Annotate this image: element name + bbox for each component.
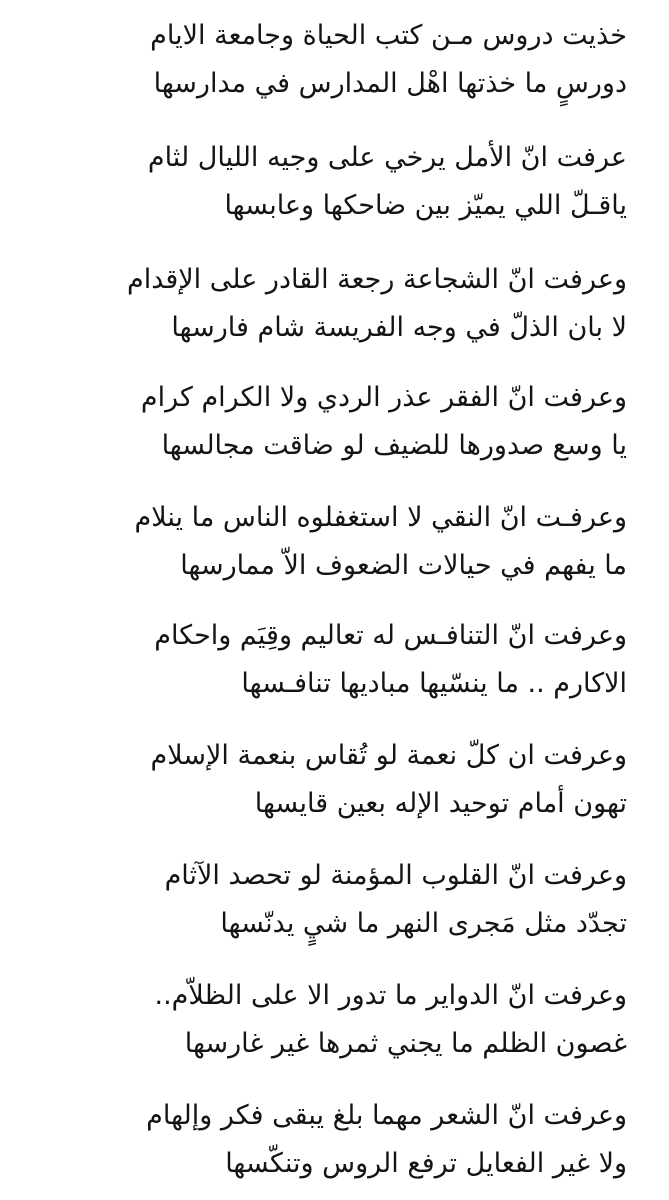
verse-line: دورسٍ ما خذتها اهْل المدارس في مدارسها <box>153 68 627 99</box>
verse-line: وعرفت انّ القلوب المؤمنة لو تحصد الآثام <box>164 860 627 891</box>
verse-line: لا بان الذلّ في وجه الفريسة شام فارسها <box>171 312 627 343</box>
verse-line: الاكارم .. ما ينسّيها مباديها تنافـسها <box>241 668 627 699</box>
stanza <box>27 256 627 352</box>
stanza <box>27 612 627 708</box>
stanza <box>27 732 627 828</box>
verse-line: تهون أمام توحيد الإله بعين قايسها <box>254 788 627 819</box>
verse-line: ما يفهم في حيالات الضعوف الاّ ممارسها <box>180 550 627 581</box>
verse-line: وعرفت انّ الشعر مهما بلغ يبقى فكر وإلهام <box>146 1100 627 1131</box>
verse-line: خذيت دروس مـن كتب الحياة وجامعة الايام <box>150 20 627 51</box>
stanza <box>27 494 627 590</box>
verse-line: وعرفت ان كلّ نعمة لو تُقاس بنعمة الإسلام <box>150 740 627 771</box>
stanza <box>27 852 627 948</box>
verse-line: ولا غير الفعايل ترفع الروس وتنكّسها <box>225 1148 627 1179</box>
stanza <box>27 1092 627 1188</box>
verse-line: وعرفـت انّ النقي لا استغفلوه الناس ما ينلام <box>134 502 627 533</box>
verse-line: وعرفت انّ الدواير ما تدور الا على الظلاّم.. <box>154 980 627 1011</box>
verse-line: وعرفت انّ التنافـس له تعاليم وقِيَم واحكام <box>154 620 627 651</box>
verse-line: ياقـلّ اللي يميّز بين ضاحكها وعابسها <box>224 190 627 221</box>
verse-line: وعرفت انّ الفقر عذر الردي ولا الكرام كرام <box>140 382 627 413</box>
verse-line: وعرفت انّ الشجاعة رجعة القادر على الإقدام <box>126 264 627 295</box>
stanza <box>27 12 627 108</box>
stanza <box>27 374 627 470</box>
stanza <box>27 134 627 230</box>
verse-line: غصون الظلم ما يجني ثمرها غير غارسها <box>184 1028 627 1059</box>
stanza <box>27 972 627 1068</box>
verse-line: تجدّد مثل مَجرى النهر ما شيٍ يدنّسها <box>220 908 627 939</box>
verse-line: عرفت انّ الأمل يرخي على وجيه الليال لثام <box>147 142 627 173</box>
verse-line: يا وسع صدورها للضيف لو ضاقت مجالسها <box>161 430 627 461</box>
